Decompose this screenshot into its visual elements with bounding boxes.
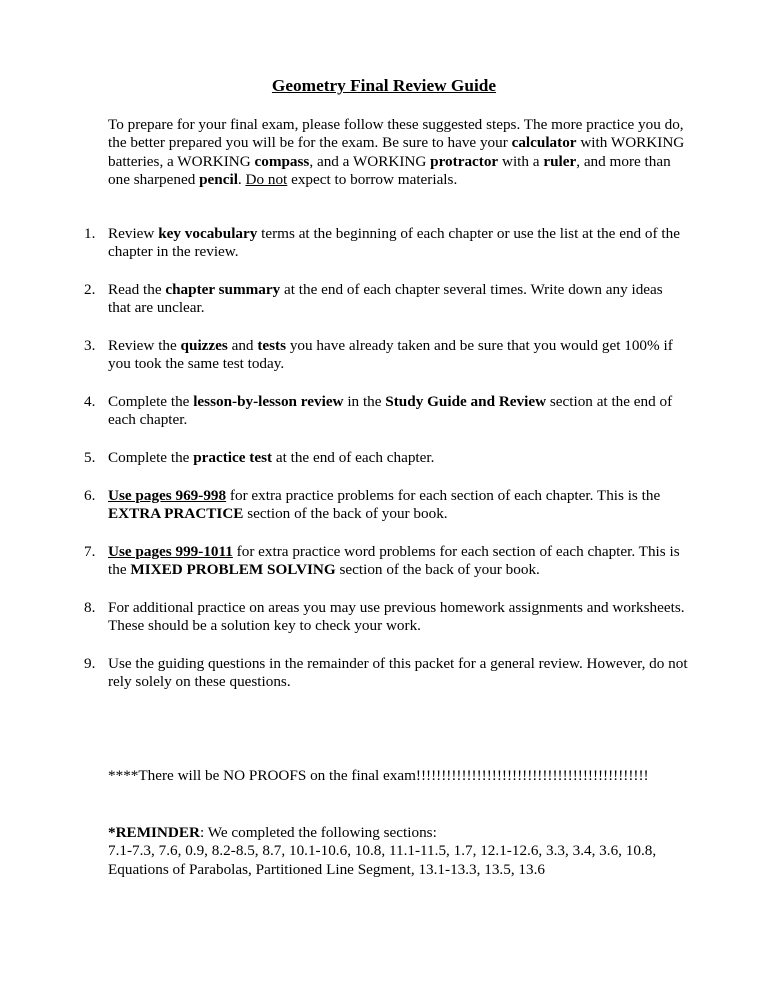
step-emphasis: Study Guide and Review <box>385 393 547 410</box>
reminder-label: *REMINDER <box>108 824 200 841</box>
step-text <box>108 599 688 636</box>
step-text-part: for extra practice word problems for each section of each chapter. This is the <box>108 543 680 579</box>
step-text-part: terms at the beginning of each chapter or use the list at the end of the chapter in the review. <box>108 225 680 261</box>
step-text-part: and <box>227 337 258 354</box>
step-text-part: Review the <box>108 337 181 354</box>
intro-text: with WORKING batteries, a WORKING <box>108 134 685 170</box>
step-emphasis: tests <box>257 337 287 354</box>
step-text-part: in the <box>343 393 386 410</box>
step-number: 3. <box>84 337 96 354</box>
step-emphasis: practice test <box>193 449 273 466</box>
step-emphasis: MIXED PROBLEM SOLVING <box>130 561 336 579</box>
step-number: 4. <box>84 393 96 410</box>
step-text <box>108 487 688 524</box>
step-number: 6. <box>84 487 96 504</box>
step-text-part: at the end of each chapter several times. Write down any ideas that are unclear. <box>108 281 663 317</box>
intro-compass: compass <box>254 152 310 170</box>
step-emphasis: key vocabulary <box>158 225 258 242</box>
intro-text: with a <box>498 152 544 170</box>
intro-text: To prepare for your final exam, please follow these suggested steps. The more practice you do, the better prepared you will be for the exam. Be sure to have your <box>108 116 684 152</box>
step-text-part: Complete the <box>108 393 194 410</box>
page-title: Geometry Final Review Guide <box>271 76 497 95</box>
step-emphasis: lesson-by-lesson review <box>193 393 344 410</box>
intro-text: expect to borrow materials. <box>287 171 458 189</box>
step-text <box>108 281 688 318</box>
step-text-part: for extra practice problems for each section of each chapter. This is the <box>226 487 661 504</box>
intro-protractor: protractor <box>430 152 499 170</box>
intro-calculator: calculator <box>511 134 577 152</box>
step-number: 5. <box>84 449 96 466</box>
intro-paragraph <box>108 116 688 190</box>
intro-text: , and more than one sharpened <box>108 152 671 189</box>
step-text-part: section of the back of your book. <box>243 505 448 523</box>
step-text-part: section at the end of each chapter. <box>108 393 673 429</box>
intro-text: , and a WORKING <box>309 152 431 170</box>
intro-ruler: ruler <box>543 152 577 170</box>
step-number: 1. <box>84 225 96 242</box>
step-text-part: section of the back of your book. <box>335 561 540 579</box>
step-emphasis: chapter summary <box>165 281 281 298</box>
step-text <box>108 449 688 467</box>
step-emphasis: quizzes <box>180 337 228 354</box>
step-number: 2. <box>84 281 96 298</box>
step-pages-reference: Use pages 999-1011 <box>108 543 233 560</box>
reminder-block <box>108 824 708 879</box>
step-text <box>108 225 688 262</box>
step-text-part: Read the <box>108 281 166 298</box>
intro-text: . <box>237 171 246 189</box>
step-text <box>108 655 688 692</box>
step-text <box>108 337 688 374</box>
step-text-part: at the end of each chapter. <box>272 449 435 466</box>
no-proofs-notice: ****There will be NO PROOFS on the final exam!!!!!!!!!!!!!!!!!!!!!!!!!!!!!!!!!!!!!!!!!!!!!! <box>108 767 649 784</box>
intro-do-not: Do not <box>245 171 288 189</box>
step-emphasis: EXTRA PRACTICE <box>108 505 244 523</box>
step-number: 9. <box>84 655 96 672</box>
step-text-part: Review <box>108 225 159 242</box>
step-text <box>108 543 688 580</box>
reminder-text: : We completed the following sections: <box>199 824 437 841</box>
step-text-part: you have already taken and be sure that you would get 100% if you took the same test today. <box>108 337 673 373</box>
step-pages-reference: Use pages 969-998 <box>108 487 227 504</box>
step-number: 8. <box>84 599 96 616</box>
reminder-sections-list: 7.1-7.3, 7.6, 0.9, 8.2-8.5, 8.7, 10.1-10.6, 10.8, 11.1-11.5, 1.7, 12.1-12.6, 3.3, 3.4, 3.6, 10.8, Equations of Parabolas, Partitioned Line Segment, 13.1-13.3, 13.5, 13.6 <box>108 842 657 878</box>
intro-pencil: pencil <box>199 171 238 189</box>
step-number: 7. <box>84 543 96 560</box>
step-text-part: Complete the <box>108 449 194 466</box>
step-text <box>108 393 688 430</box>
step-text-part: For additional practice on areas you may use previous homework assignments and worksheets. These should be a solution key to check your work. <box>108 599 685 635</box>
step-text-part: Use the guiding questions in the remainder of this packet for a general review. However, do not rely solely on these questions. <box>108 655 688 691</box>
